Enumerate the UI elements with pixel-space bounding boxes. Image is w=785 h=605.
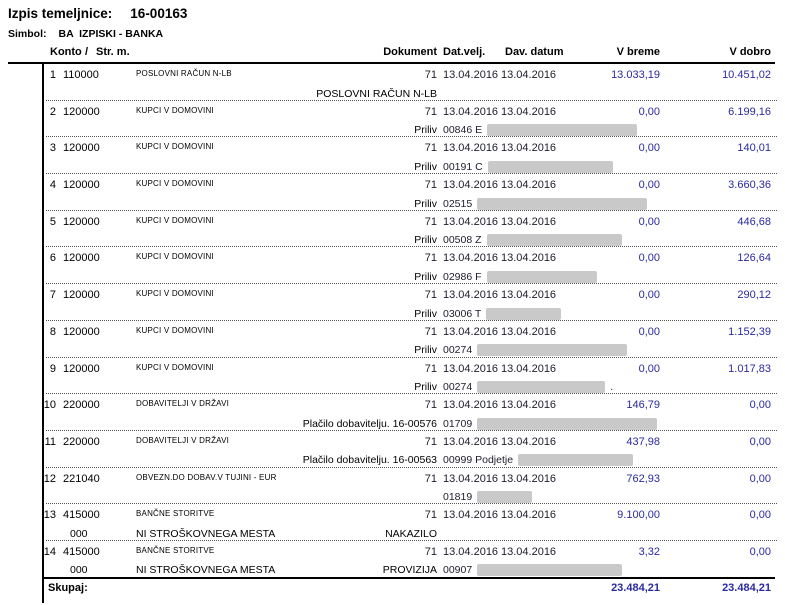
subline-detail (443, 564, 778, 576)
subline-doc-number: 00999 Podjetje (443, 454, 514, 467)
table-row (0, 284, 785, 321)
subline-detail (443, 381, 778, 393)
konto-cell: 415000 (63, 545, 100, 558)
debit-cell: 0,00 (638, 289, 660, 302)
credit-cell: 0,00 (749, 545, 771, 558)
entry-main-line (0, 546, 785, 561)
value-date-cell: 13.04.2016 (443, 545, 499, 558)
subline-label: Priliv (414, 197, 437, 210)
dokument-cell: 71 (424, 252, 437, 265)
value-date-cell: 13.04.2016 (443, 252, 499, 265)
table-row (0, 174, 785, 211)
tax-date-cell: 13.04.2016 (501, 545, 557, 558)
redacted-box (486, 308, 561, 320)
dokument-cell: 71 (424, 472, 437, 485)
subline-doc-number: 00191 C (443, 160, 483, 173)
cost-center-cell: 000 (70, 564, 88, 577)
row-number: 6 (49, 252, 56, 265)
entry-main-line (0, 216, 785, 231)
row-number: 7 (49, 289, 56, 302)
table-header (0, 46, 785, 61)
credit-cell: 0,00 (749, 509, 771, 522)
row-number: 4 (49, 179, 56, 192)
subline-detail (443, 454, 778, 466)
cost-center-desc-cell: NI STROŠKOVNEGA MESTA (136, 527, 276, 540)
redacted-box (477, 381, 605, 393)
subline-label: Priliv (414, 381, 437, 393)
entry-main-line (0, 363, 785, 378)
subline-label: Priliv (414, 307, 437, 320)
konto-desc-cell: KUPCI V DOMOVINI (136, 289, 214, 299)
konto-cell: 415000 (63, 509, 100, 522)
subline-doc-number: 00907 (443, 564, 473, 577)
col-header-vbreme: V breme (616, 46, 660, 58)
credit-cell: 0,00 (749, 435, 771, 448)
col-header-dokument: Dokument (383, 46, 437, 58)
konto-desc-cell: KUPCI V DOMOVINI (136, 142, 214, 152)
konto-cell: 120000 (63, 142, 100, 155)
subline-detail (443, 234, 778, 246)
simbol-value: BA IZPISKI - BANKA (58, 28, 164, 40)
value-date-cell: 13.04.2016 (443, 399, 499, 412)
credit-cell: 140,01 (737, 142, 771, 155)
konto-cell: 220000 (63, 399, 100, 412)
credit-cell: 0,00 (749, 399, 771, 412)
konto-desc-cell: BANČNE STORITVE (136, 545, 215, 555)
col-header-slash: / (85, 46, 89, 58)
cost-center-cell: 000 (70, 527, 88, 540)
table-row (0, 64, 785, 101)
redacted-box (477, 344, 627, 356)
credit-cell: 1.152,39 (728, 325, 771, 338)
subline-doc-number: 01709 (443, 417, 473, 430)
entry-main-line (0, 69, 785, 84)
entry-main-line (0, 399, 785, 414)
subline-label: Priliv (414, 344, 437, 357)
table-row (0, 247, 785, 284)
konto-desc-cell: KUPCI V DOMOVINI (136, 215, 214, 225)
col-header-strm: Str. m. (96, 46, 130, 58)
row-number: 3 (49, 142, 56, 155)
dokument-cell: 71 (424, 545, 437, 558)
table-row (0, 321, 785, 358)
konto-desc-cell: DOBAVITELJI V DRŽAVI (136, 435, 230, 445)
redacted-box (477, 564, 622, 576)
col-header-datvelj: Dat.velj. (443, 46, 486, 58)
tax-date-cell: 13.04.2016 (501, 289, 557, 302)
konto-desc-cell: KUPCI V DOMOVINI (136, 179, 214, 189)
tax-date-cell: 13.04.2016 (501, 105, 557, 118)
cost-center-desc-cell: NI STROŠKOVNEGA MESTA (136, 564, 276, 577)
subline-label: Priliv (414, 234, 437, 247)
redacted-box (477, 491, 532, 503)
col-header-davdatum: Dav. datum (505, 46, 564, 58)
dokument-cell: 71 (424, 215, 437, 228)
table-row (0, 358, 785, 395)
value-date-cell: 13.04.2016 (443, 142, 499, 155)
tax-date-cell: 13.04.2016 (501, 142, 557, 155)
totals-row (0, 582, 785, 598)
value-date-cell: 13.04.2016 (443, 435, 499, 448)
dokument-cell: 71 (424, 179, 437, 192)
subline-detail (443, 124, 778, 136)
simbol-label: Simbol: (8, 28, 47, 40)
row-number: 1 (49, 69, 56, 81)
konto-desc-cell: KUPCI V DOMOVINI (136, 105, 214, 115)
subline-doc-number: 00274 (443, 344, 473, 357)
simbol-line (8, 28, 163, 40)
table-row (0, 394, 785, 431)
tax-date-cell: 13.04.2016 (501, 509, 557, 522)
konto-cell: 221040 (63, 472, 100, 485)
konto-cell: 120000 (63, 252, 100, 265)
col-header-konto: Konto (50, 46, 82, 58)
subline-label: Priliv (414, 160, 437, 173)
total-debit: 23.484,21 (611, 582, 660, 594)
debit-cell: 9.100,00 (617, 509, 660, 522)
value-date-cell: 13.04.2016 (443, 362, 499, 375)
konto-desc-cell: KUPCI V DOMOVINI (136, 252, 214, 262)
subline-detail (443, 308, 778, 320)
dokument-cell: 71 (424, 325, 437, 338)
tax-date-cell: 13.04.2016 (501, 472, 557, 485)
subline-doc-number: 01819 (443, 491, 473, 504)
value-date-cell: 13.04.2016 (443, 215, 499, 228)
entry-main-line (0, 289, 785, 304)
value-date-cell: 13.04.2016 (443, 325, 499, 338)
row-number: 2 (49, 105, 56, 118)
entry-main-line (0, 106, 785, 121)
value-date-cell: 13.04.2016 (443, 289, 499, 302)
tax-date-cell: 13.04.2016 (501, 179, 557, 192)
subline-doc-number: 00274 (443, 381, 473, 393)
redacted-box (487, 234, 622, 246)
journal-number: 16-00163 (130, 6, 188, 21)
redacted-box (518, 454, 633, 466)
debit-cell: 0,00 (638, 142, 660, 155)
subline-detail (443, 198, 778, 210)
entry-main-line (0, 179, 785, 194)
redacted-box (477, 418, 657, 430)
row-number: 14 (43, 545, 56, 558)
subline-label: NAKAZILO (385, 527, 437, 540)
table-row (0, 468, 785, 505)
credit-cell: 3.660,36 (728, 179, 771, 192)
subline-label: POSLOVNI RAČUN N-LB (316, 87, 437, 100)
table-body (0, 64, 785, 578)
subline-label: Plačilo dobavitelju. 16-00576 (302, 417, 437, 430)
subline-doc-number: 00508 Z (443, 234, 482, 247)
konto-cell: 120000 (63, 325, 100, 338)
subline-label: Priliv (414, 124, 437, 137)
tax-date-cell: 13.04.2016 (501, 399, 557, 412)
credit-cell: 126,64 (737, 252, 771, 265)
value-date-cell: 13.04.2016 (443, 105, 499, 118)
subline-label: PROVIZIJA (382, 564, 437, 577)
redacted-box (487, 271, 597, 283)
subline-doc-number: 03006 T (443, 307, 482, 320)
row-number: 11 (44, 435, 56, 448)
debit-cell: 0,00 (638, 325, 660, 338)
debit-cell: 0,00 (638, 179, 660, 192)
konto-cell: 120000 (63, 289, 100, 302)
debit-cell: 0,00 (638, 362, 660, 375)
value-date-cell: 13.04.2016 (443, 69, 499, 81)
debit-cell: 3,32 (638, 545, 660, 558)
entry-main-line (0, 326, 785, 341)
totals-label: Skupaj: (48, 582, 88, 594)
entry-main-line (0, 252, 785, 267)
dokument-cell: 71 (424, 362, 437, 375)
row-number: 13 (43, 509, 56, 522)
konto-desc-cell: DOBAVITELJI V DRŽAVI (136, 399, 230, 409)
tax-date-cell: 13.04.2016 (501, 215, 557, 228)
debit-cell: 146,79 (626, 399, 660, 412)
report-title-label: Izpis temeljnice: (8, 6, 113, 21)
tax-date-cell: 13.04.2016 (501, 362, 557, 375)
row-number: 8 (49, 325, 56, 338)
debit-cell: 0,00 (638, 215, 660, 228)
table-row (0, 431, 785, 468)
credit-cell: 1.017,83 (728, 362, 771, 375)
debit-cell: 13.033,19 (611, 69, 660, 81)
total-credit: 23.484,21 (722, 582, 771, 594)
konto-cell: 120000 (63, 215, 100, 228)
subline-detail (443, 271, 778, 283)
value-date-cell: 13.04.2016 (443, 179, 499, 192)
tax-date-cell: 13.04.2016 (501, 69, 557, 81)
konto-cell: 220000 (63, 435, 100, 448)
credit-cell: 290,12 (737, 289, 771, 302)
konto-desc-cell: BANČNE STORITVE (136, 509, 215, 519)
col-header-vdobro: V dobro (729, 46, 771, 58)
entry-main-line (0, 473, 785, 488)
table-row (0, 504, 785, 541)
subline-detail (443, 161, 778, 173)
table-row (0, 541, 785, 578)
table-row (0, 101, 785, 138)
row-number: 12 (43, 472, 56, 485)
debit-cell: 0,00 (638, 252, 660, 265)
value-date-cell: 13.04.2016 (443, 472, 499, 485)
redacted-box (477, 198, 647, 210)
subline-detail (443, 344, 778, 356)
redacted-box (488, 161, 613, 173)
subline-detail (443, 418, 778, 430)
subline-doc-number: 02986 F (443, 270, 482, 283)
konto-cell: 110000 (63, 69, 99, 81)
totals-rule (42, 577, 775, 579)
dokument-cell: 71 (424, 435, 437, 448)
debit-cell: 0,00 (638, 105, 660, 118)
row-number: 5 (49, 215, 56, 228)
konto-cell: 120000 (63, 179, 100, 192)
dokument-cell: 71 (424, 105, 437, 118)
subline-doc-number: 02515 (443, 197, 473, 210)
redacted-box (487, 124, 637, 136)
dokument-cell: 71 (424, 509, 437, 522)
tax-date-cell: 13.04.2016 (501, 435, 557, 448)
subline-label: Plačilo dobavitelju. 16-00563 (302, 454, 437, 467)
debit-cell: 437,98 (626, 435, 660, 448)
tax-date-cell: 13.04.2016 (501, 325, 557, 338)
konto-cell: 120000 (63, 105, 100, 118)
subline-doc-number: 00846 E (443, 124, 483, 137)
subline-detail (443, 491, 778, 503)
dokument-cell: 71 (424, 289, 437, 302)
entry-main-line (0, 142, 785, 157)
value-date-cell: 13.04.2016 (443, 509, 499, 522)
konto-desc-cell: OBVEZN.DO DOBAV.V TUJINI - EUR (136, 472, 277, 482)
credit-cell: 0,00 (749, 472, 771, 485)
table-row (0, 211, 785, 248)
row-number: 9 (49, 362, 56, 375)
page-title (8, 6, 187, 21)
credit-cell: 6.199,16 (728, 105, 771, 118)
table-row (0, 137, 785, 174)
credit-cell: 446,68 (737, 215, 771, 228)
entry-main-line (0, 509, 785, 524)
row-number: 10 (43, 399, 56, 412)
konto-desc-cell: KUPCI V DOMOVINI (136, 325, 214, 335)
konto-desc-cell: POSLOVNI RAČUN N-LB (136, 69, 232, 78)
dokument-cell: 71 (424, 399, 437, 412)
entry-main-line (0, 436, 785, 451)
subline-label: Priliv (414, 270, 437, 283)
debit-cell: 762,93 (626, 472, 660, 485)
credit-cell: 10.451,02 (722, 69, 771, 81)
subline-suffix: . (610, 381, 614, 393)
dokument-cell: 71 (424, 142, 437, 155)
dokument-cell: 71 (424, 69, 437, 81)
tax-date-cell: 13.04.2016 (501, 252, 557, 265)
konto-cell: 120000 (63, 362, 100, 375)
konto-desc-cell: KUPCI V DOMOVINI (136, 362, 214, 372)
